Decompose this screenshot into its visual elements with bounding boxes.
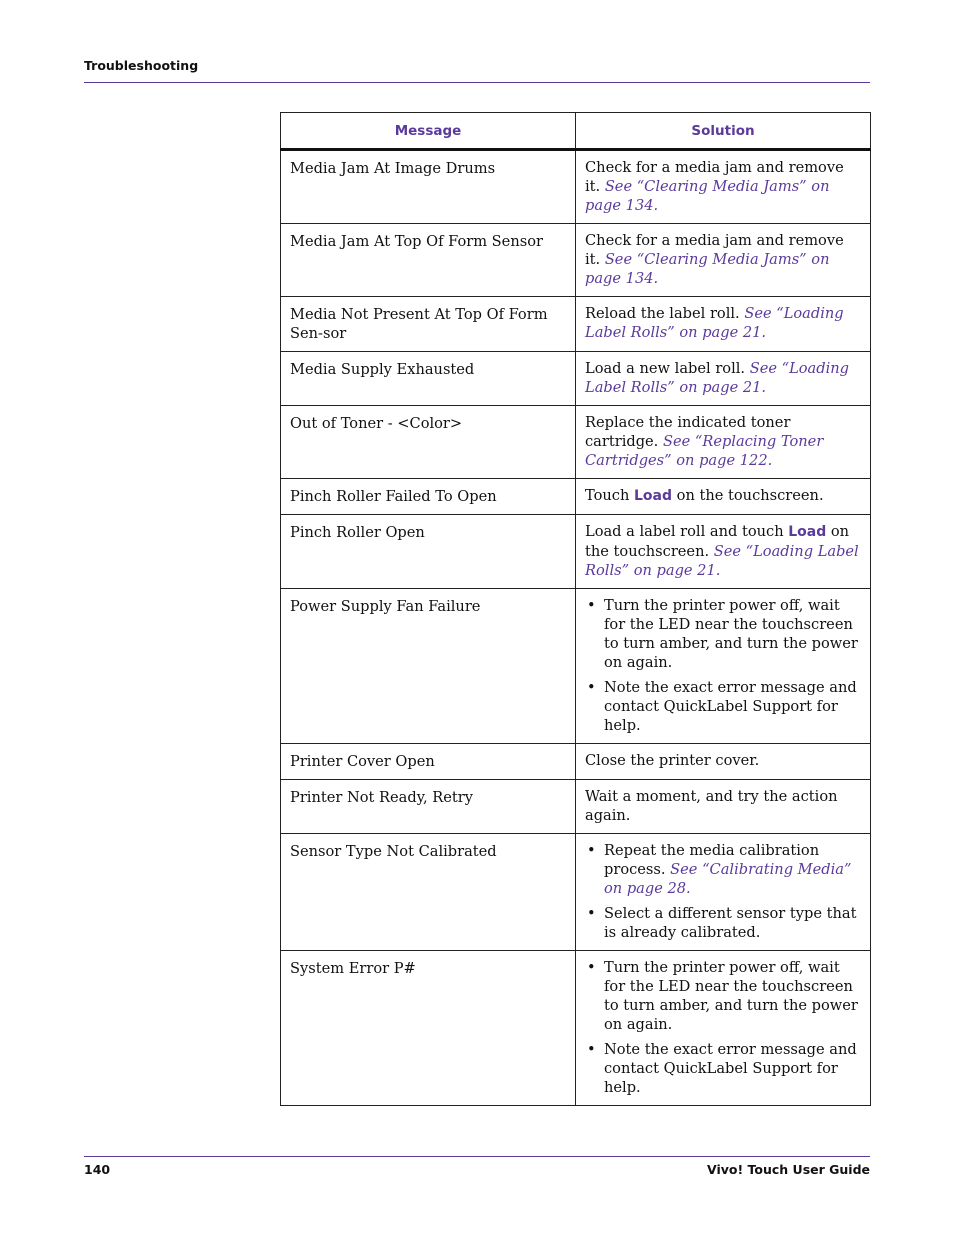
solution-text: Load a label roll and touch xyxy=(585,523,789,540)
list-item xyxy=(585,1040,862,1097)
message-cell: Pinch Roller Open xyxy=(281,515,576,589)
solution-text: on the touchscreen. xyxy=(585,523,850,560)
solution-bullet-list xyxy=(585,596,862,735)
solution-text: on the touchscreen. xyxy=(672,487,824,504)
page-number: 140 xyxy=(84,1162,111,1177)
table-row xyxy=(281,834,871,951)
solution-cell xyxy=(576,951,871,1106)
message-cell: Media Jam At Top Of Form Sensor xyxy=(281,224,576,297)
list-item xyxy=(585,904,862,942)
solution-text: Touch xyxy=(585,487,634,504)
table-header-row xyxy=(281,113,871,150)
table-row xyxy=(281,744,871,780)
header-divider xyxy=(84,82,870,83)
solution-cell xyxy=(576,515,871,589)
message-cell: System Error P# xyxy=(281,951,576,1106)
message-cell: Media Jam At Image Drums xyxy=(281,150,576,224)
bullet-icon: • xyxy=(587,679,596,696)
solution-text: Wait a moment, and try the action again. xyxy=(585,788,838,824)
message-cell: Out of Toner - <Color> xyxy=(281,406,576,479)
solution-bullet-list xyxy=(585,841,862,942)
table-row xyxy=(281,951,871,1106)
cross-reference-link[interactable]: See “Clearing Media Jams” on page 134. xyxy=(585,178,830,214)
table-row xyxy=(281,780,871,834)
bullet-icon: • xyxy=(587,905,596,922)
solution-cell xyxy=(576,224,871,297)
solution-text: Close the printer cover. xyxy=(585,752,760,769)
solution-text: Note the exact error message and contact QuickLabel Support for help. xyxy=(604,1041,857,1096)
table-row xyxy=(281,479,871,515)
solution-text: Check for a media jam and remove it. xyxy=(585,159,844,195)
troubleshooting-table xyxy=(280,112,871,1106)
cross-reference-link[interactable]: See “Loading Label Rolls” on page 21. xyxy=(585,360,850,396)
cross-reference-link[interactable]: See “Loading Label Rolls” on page 21. xyxy=(585,305,844,341)
bullet-icon: • xyxy=(587,842,596,859)
table-row xyxy=(281,297,871,352)
column-header-solution: Solution xyxy=(576,113,871,150)
table-row xyxy=(281,150,871,224)
solution-text: Select a different sensor type that is already calibrated. xyxy=(604,905,857,941)
cross-reference-link[interactable]: See “Clearing Media Jams” on page 134. xyxy=(585,251,830,287)
message-cell: Sensor Type Not Calibrated xyxy=(281,834,576,951)
table-row xyxy=(281,224,871,297)
solution-cell xyxy=(576,479,871,515)
bullet-icon: • xyxy=(587,1041,596,1058)
list-item xyxy=(585,678,862,735)
table-row xyxy=(281,352,871,406)
message-cell: Printer Not Ready, Retry xyxy=(281,780,576,834)
solution-text: Note the exact error message and contact QuickLabel Support for help. xyxy=(604,679,857,734)
solution-text: Turn the printer power off, wait for the LED near the touchscreen to turn amber, and turn the power on again. xyxy=(604,597,858,671)
list-item xyxy=(585,958,862,1034)
solution-cell xyxy=(576,406,871,479)
solution-text: Reload the label roll. xyxy=(585,305,745,322)
column-header-message: Message xyxy=(281,113,576,150)
solution-cell xyxy=(576,834,871,951)
bullet-icon: • xyxy=(587,597,596,614)
solution-bullet-list xyxy=(585,958,862,1097)
message-cell: Power Supply Fan Failure xyxy=(281,589,576,744)
ui-key-label: Load xyxy=(788,524,827,540)
table-row xyxy=(281,589,871,744)
list-item xyxy=(585,596,862,672)
solution-cell xyxy=(576,352,871,406)
message-cell: Printer Cover Open xyxy=(281,744,576,780)
solution-cell xyxy=(576,589,871,744)
solution-cell xyxy=(576,780,871,834)
footer-divider xyxy=(84,1156,870,1157)
ui-key-label: Load xyxy=(634,488,673,504)
bullet-icon: • xyxy=(587,959,596,976)
cross-reference-link[interactable]: See “Calibrating Media” on page 28. xyxy=(604,861,852,897)
solution-cell xyxy=(576,744,871,780)
table-row xyxy=(281,406,871,479)
solution-cell xyxy=(576,297,871,352)
solution-text: Replace the indicated toner cartridge. xyxy=(585,414,791,450)
document-title: Vivo! Touch User Guide xyxy=(707,1162,870,1177)
message-cell: Pinch Roller Failed To Open xyxy=(281,479,576,515)
list-item xyxy=(585,841,862,898)
solution-text: Turn the printer power off, wait for the LED near the touchscreen to turn amber, and turn the power on again. xyxy=(604,959,858,1033)
solution-text: Repeat the media calibration process. xyxy=(604,842,820,878)
solution-text: Load a new label roll. xyxy=(585,360,750,377)
message-cell: Media Supply Exhausted xyxy=(281,352,576,406)
table-row xyxy=(281,515,871,589)
cross-reference-link[interactable]: See “Loading Label Rolls” on page 21. xyxy=(585,543,859,579)
cross-reference-link[interactable]: See “Replacing Toner Cartridges” on page 122. xyxy=(585,433,824,469)
solution-text: Check for a media jam and remove it. xyxy=(585,232,844,268)
message-cell: Media Not Present At Top Of Form Sen-sor xyxy=(281,297,576,352)
running-header: Troubleshooting xyxy=(84,58,199,73)
solution-cell xyxy=(576,150,871,224)
